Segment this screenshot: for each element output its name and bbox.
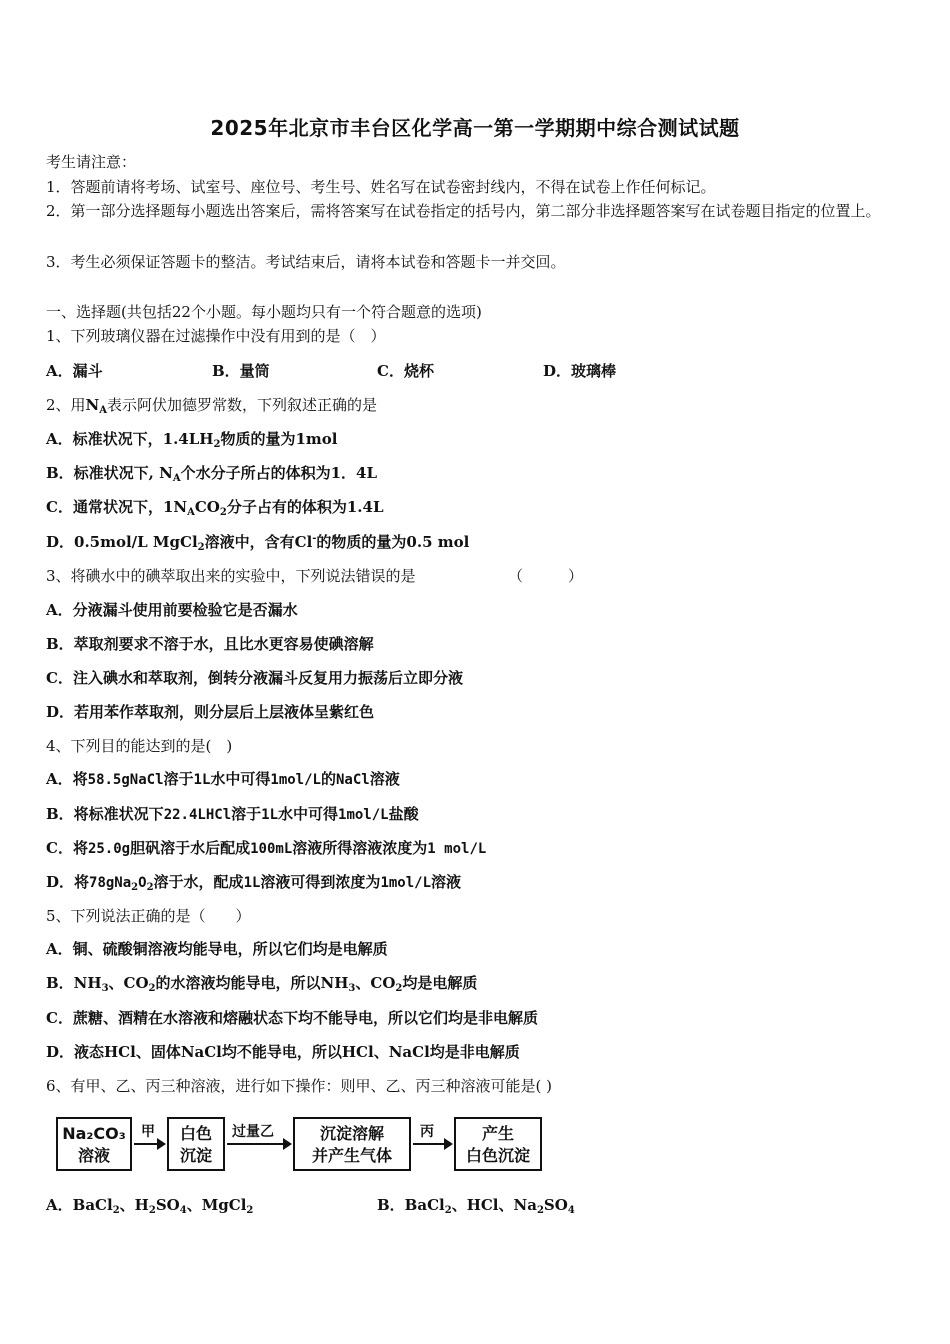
q4-option-b: B．将标准状况下22.4LHCl溶于1L水中可得1mol/L盐酸 xyxy=(46,805,419,823)
flow-arrow-3 xyxy=(413,1143,451,1145)
flow-box-produce-precipitate xyxy=(454,1117,542,1171)
q2-option-d: D．0.5mol/L MgCl$_2$溶液中，含有Cl-的物质的量为0.5 mol xyxy=(46,533,470,553)
flow-box-white-precipitate xyxy=(167,1117,225,1171)
flow-arrow-2 xyxy=(227,1143,290,1145)
q5-option-c: C．蔗糖、酒精在水溶液和熔融状态下均不能导电，所以它们均是非电解质 xyxy=(46,1009,538,1027)
q3-option-a: A．分液漏斗使用前要检验它是否漏水 xyxy=(46,601,298,619)
page-title: 2025年北京市丰台区化学高一第一学期期中综合测试试题 xyxy=(210,116,740,140)
q1-option-a: A．漏斗 xyxy=(46,362,103,380)
q1-option-b: B．量筒 xyxy=(212,362,270,380)
q6-options xyxy=(46,1195,906,1215)
q2-option-a: A．标准状况下，$1.4LH_2$物质的量为1mol xyxy=(46,430,338,450)
q3-option-b: B．萃取剂要求不溶于水，且比水更容易使碘溶解 xyxy=(46,635,374,653)
notice-heading: 考生请注意： xyxy=(46,153,137,171)
flow-box-produce-precipitate-line1: 产生 xyxy=(481,1124,514,1143)
q6-option-a: A．BaCl$_2$、$H_2SO_4$、MgCl$_2$ xyxy=(46,1196,254,1216)
q2-option-c: C．通常状况下，$1N_ACO_2$分子占有的体积为1.4L xyxy=(46,498,384,518)
flow-label-excess-yi: 过量乙 xyxy=(232,1124,274,1140)
flow-box-dissolve-gas xyxy=(293,1117,411,1171)
flow-box-dissolve-gas-line2: 并产生气体 xyxy=(311,1146,392,1165)
q3-answer-paren: （ ） xyxy=(508,567,584,585)
flow-box-na2co3 xyxy=(56,1117,132,1171)
flow-box-na2co3-line2: 溶液 xyxy=(77,1146,110,1165)
flow-box-na2co3-line1: Na₂CO₃ xyxy=(62,1124,126,1143)
q1-options xyxy=(46,361,906,381)
q6-stem: 6、有甲、乙、丙三种溶液，进行如下操作：则甲、乙、丙三种溶液可能是( ) xyxy=(46,1077,553,1095)
q4-stem: 4、下列目的能达到的是( ) xyxy=(46,737,233,755)
flow-label-jia: 甲 xyxy=(141,1124,155,1140)
q6-option-b: B．BaCl$_2$、HCl、$Na_2SO_4$ xyxy=(377,1196,575,1216)
flow-box-dissolve-gas-line1: 沉淀溶解 xyxy=(319,1124,384,1143)
section-heading: 一、选择题(共包括22个小题。每小题均只有一个符合题意的选项) xyxy=(46,303,482,321)
q3-stem: 3、将碘水中的碘萃取出来的实验中，下列说法错误的是 xyxy=(46,567,416,585)
q4-option-d: D．将$78gNa_2O_2$溶于水，配成1L溶液可得到浓度为1mol/L溶液 xyxy=(46,873,462,893)
q5-option-d: D．液态HCl、固体NaCl均不能导电，所以HCl、NaCl均是非电解质 xyxy=(46,1043,520,1061)
notice-item-1: 1．答题前请将考场、试室号、座位号、考生号、姓名写在试卷密封线内，不得在试卷上作任何标记。 xyxy=(46,178,716,196)
flow-label-bing: 丙 xyxy=(420,1124,434,1140)
q4-option-a: A．将58.5gNaCl溶于1L水中可得1mol/L的NaCl溶液 xyxy=(46,770,400,788)
q5-option-a: A．铜、硫酸铜溶液均能导电，所以它们均是电解质 xyxy=(46,940,388,958)
notice-item-2: 2．第一部分选择题每小题选出答案后，需将答案写在试卷指定的括号内，第二部分非选择题答案写在试卷题目指定的位置上。 xyxy=(46,202,881,220)
notice-item-3: 3．考生必须保证答题卡的整洁。考试结束后，请将本试卷和答题卡一并交回。 xyxy=(46,253,566,271)
q2-option-b: B．标准状况下, $N_A$个水分子所占的体积为1．4L xyxy=(46,464,378,484)
q2-stem: 2、用$N_A$表示阿伏加德罗常数，下列叙述正确的是 xyxy=(46,396,378,416)
q6-flow-diagram xyxy=(50,1113,550,1175)
flow-box-white-precipitate-line2: 沉淀 xyxy=(179,1146,212,1165)
q3-option-d: D．若用苯作萃取剂，则分层后上层液体呈紫红色 xyxy=(46,703,375,721)
q1-stem: 1、下列玻璃仪器在过滤操作中没有用到的是（ ） xyxy=(46,327,386,345)
q4-option-c: C．将25.0g胆矾溶于水后配成100mL溶液所得溶液浓度为1 mol/L xyxy=(46,839,487,857)
q1-option-c: C．烧杯 xyxy=(377,362,434,380)
flow-arrow-1 xyxy=(134,1143,164,1145)
flow-box-produce-precipitate-line2: 白色沉淀 xyxy=(465,1146,530,1165)
q3-option-c: C．注入碘水和萃取剂，倒转分液漏斗反复用力振荡后立即分液 xyxy=(46,669,463,687)
q5-stem: 5、下列说法正确的是（ ） xyxy=(46,907,251,925)
flow-box-white-precipitate-line1: 白色 xyxy=(179,1124,212,1143)
q1-option-d: D．玻璃棒 xyxy=(543,362,617,380)
q5-option-b: B．$NH_3$、$CO_2$的水溶液均能导电，所以$NH_3$、$CO_2$均是电解质 xyxy=(46,974,478,994)
